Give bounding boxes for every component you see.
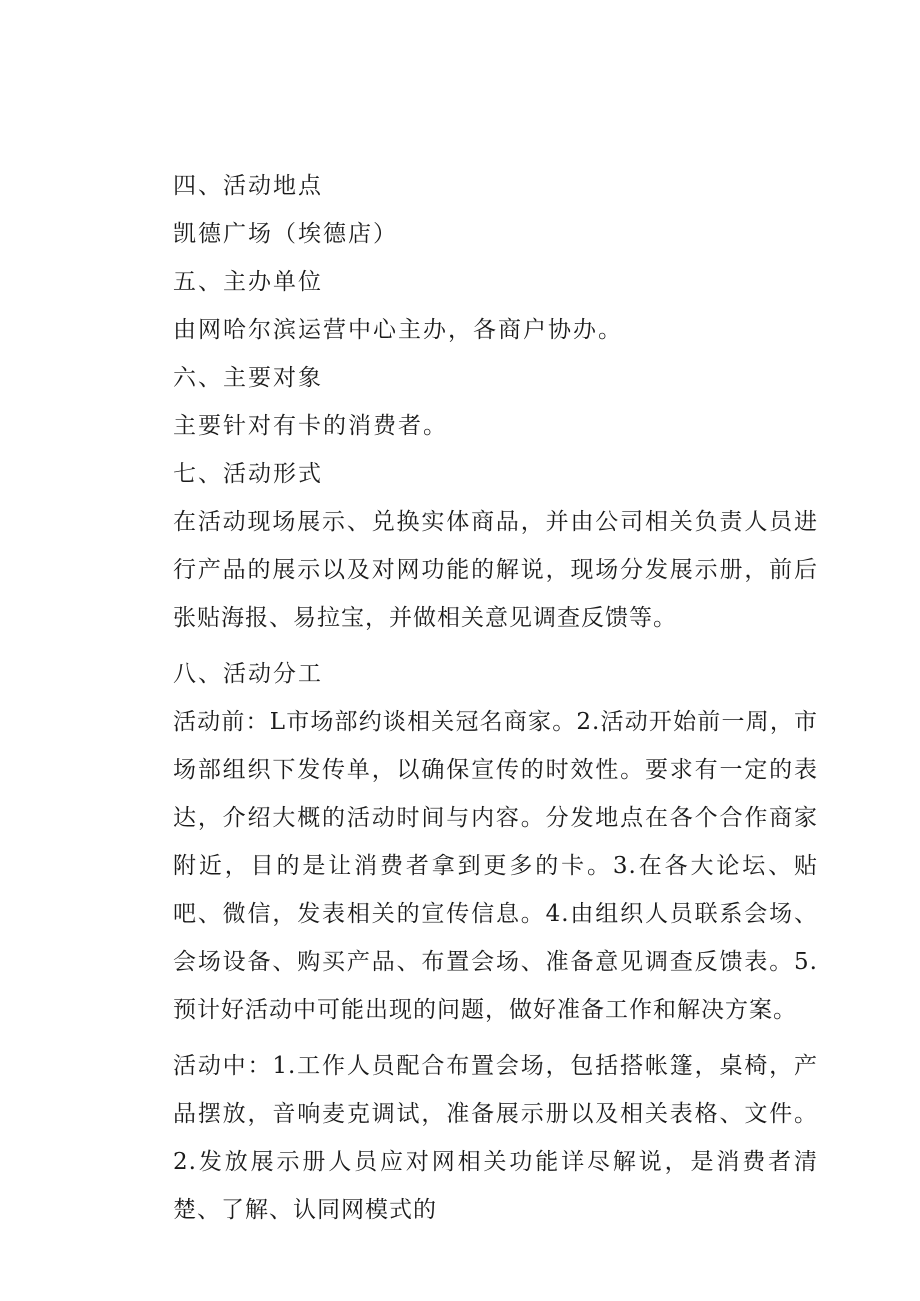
location-text: 凯德广场（埃德店） [173,221,398,247]
section-heading-location: 四、活动地点 [173,173,323,199]
before-activity-paragraph: 活动前：L市场部约谈相关冠名商家。2.活动开始前一周，市场部组织下发传单，以确保宣传的时效性。要求有一定的表达，介绍大概的活动时间与内容。分发地点在各个合作商家附近，目的是让消费者拿到更多的卡。3.在各大论坛、贴吧、微信，发表相关的宣传信息。4.由组织人员联系会场、会场设备、购买产品、布置会场、准备意见调查反馈表。5.预计好活动中可能出现的问题，做好准备工作和解决方案。 [173,709,818,1023]
document-body [173,162,818,1234]
section-heading-organizer: 五、主办单位 [173,269,323,295]
section-heading-division: 八、活动分工 [173,661,323,687]
audience-text: 主要针对有卡的消费者。 [173,413,448,439]
spacer [173,642,818,650]
format-paragraph: 在活动现场展示、兑换实体商品，并由公司相关负责人员进行产品的展示以及对网功能的解说，现场分发展示册，前后张贴海报、易拉宝，并做相关意见调查反馈等。 [173,509,818,631]
during-activity-paragraph: 活动中：1.工作人员配合布置会场，包括搭帐篷，桌椅，产品摆放，音响麦克调试，准备展示册以及相关表格、文件。2.发放展示册人员应对网相关功能详尽解说，是消费者清楚、了解、认同网模式的 [173,1053,818,1223]
organizer-text: 由网哈尔滨运营中心主办，各商户协办。 [173,317,623,343]
section-heading-format: 七、活动形式 [173,461,323,487]
spacer [173,1034,818,1042]
section-heading-audience: 六、主要对象 [173,365,323,391]
